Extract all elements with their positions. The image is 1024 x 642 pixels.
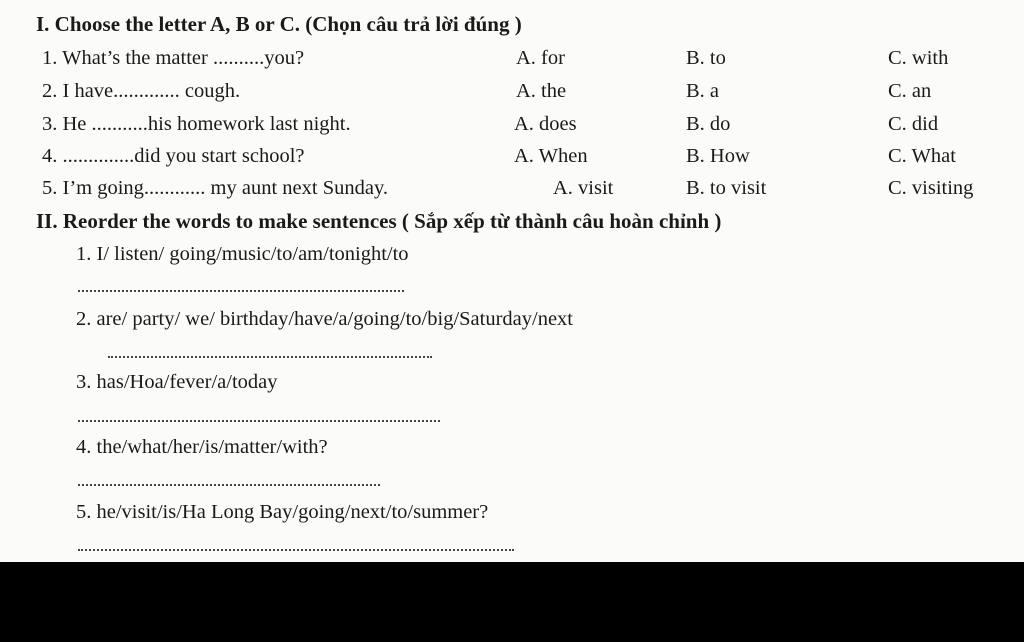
black-bar [0, 562, 1024, 642]
answer-line[interactable] [78, 420, 440, 422]
reorder-item: 3. has/Hoa/fever/a/today [76, 371, 278, 393]
question-text: 4. ..............did you start school? [42, 145, 305, 167]
option-c: C. did [888, 113, 939, 135]
answer-line[interactable] [78, 290, 404, 292]
question-text: 2. I have............. cough. [42, 80, 241, 102]
option-a: A. does [514, 113, 577, 135]
reorder-item: 4. the/what/her/is/matter/with? [76, 436, 328, 458]
answer-line[interactable] [78, 484, 380, 486]
reorder-item: 5. he/visit/is/Ha Long Bay/going/next/to/summer? [76, 501, 489, 523]
option-c: C. with [888, 47, 949, 69]
option-b: B. do [686, 113, 731, 135]
option-b: B. a [686, 80, 720, 102]
question-text: 5. I’m going............ my aunt next Sunday. [42, 177, 388, 199]
question-text: 1. What’s the matter ..........you? [42, 47, 305, 69]
option-a: A. visit [553, 177, 614, 199]
option-b: B. to [686, 47, 726, 69]
section2-heading: II. Reorder the words to make sentences ( Sắp xếp từ thành câu hoàn chỉnh ) [36, 209, 722, 233]
reorder-item: 1. I/ listen/ going/music/to/am/tonight/to [76, 243, 409, 265]
option-c: C. What [888, 145, 956, 167]
option-a: A. for [516, 47, 565, 69]
option-c: C. visiting [888, 177, 974, 199]
option-a: A. the [516, 80, 567, 102]
option-b: B. to visit [686, 177, 767, 199]
answer-line[interactable] [108, 356, 432, 358]
option-b: B. How [686, 145, 750, 167]
option-c: C. an [888, 80, 932, 102]
reorder-item: 2. are/ party/ we/ birthday/have/a/going/to/big/Saturday/next [76, 308, 573, 330]
section1-heading: I. Choose the letter A, B or C. (Chọn câu trả lời đúng ) [36, 12, 522, 36]
answer-line[interactable] [78, 549, 514, 551]
question-text: 3. He ...........his homework last night. [42, 113, 351, 135]
option-a: A. When [514, 145, 588, 167]
